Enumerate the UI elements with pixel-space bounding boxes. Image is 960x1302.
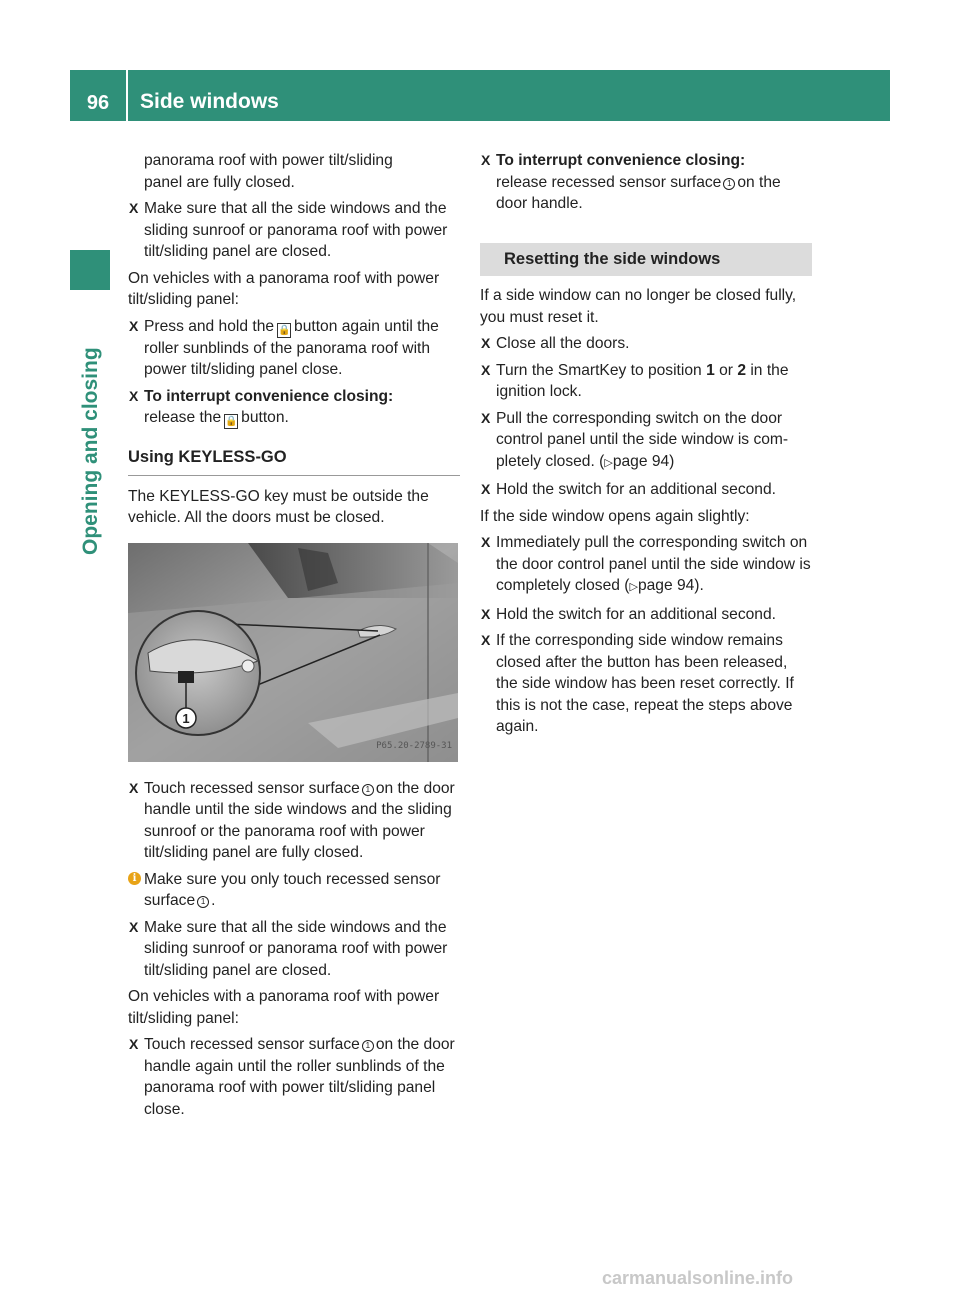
instruction-step bbox=[480, 408, 812, 475]
door-handle-illustration bbox=[128, 543, 458, 762]
step-title: To interrupt convenience closing: bbox=[144, 387, 394, 405]
info-text: Make sure you only touch recessed sensor surface bbox=[144, 870, 441, 909]
door-handle-photo-icon bbox=[128, 543, 458, 762]
step-arrow-icon: X bbox=[481, 605, 491, 622]
step-arrow-icon: X bbox=[481, 409, 491, 426]
step-arrow-icon: X bbox=[481, 632, 491, 648]
step-text: Turn the SmartKey to position bbox=[496, 361, 702, 379]
instruction-step bbox=[480, 150, 812, 172]
step-arrow-icon: X bbox=[129, 317, 139, 334]
key-position-2: 2 bbox=[737, 361, 746, 379]
step-detail bbox=[128, 407, 460, 429]
chapter-label: Opening and closing bbox=[79, 347, 102, 555]
header-divider bbox=[126, 70, 128, 121]
instruction-step bbox=[480, 630, 812, 738]
step-text: Hold the switch for an additional second. bbox=[496, 481, 776, 498]
info-icon: i bbox=[128, 872, 141, 885]
step-arrow-icon: X bbox=[481, 152, 491, 168]
callout-1-icon: 1 bbox=[362, 1040, 374, 1052]
paragraph: If the side window opens again slightly: bbox=[480, 507, 750, 525]
page-reference-icon: ▷ bbox=[604, 456, 613, 469]
intro-cont-line-1: panorama roof with power tilt/sliding bbox=[144, 152, 393, 169]
step-arrow-icon: X bbox=[481, 335, 491, 351]
instruction-step bbox=[480, 360, 812, 403]
step-arrow-icon: X bbox=[129, 200, 139, 216]
step-text: in the ignition lock. bbox=[496, 361, 789, 400]
figure-code: P65.20-2789-31 bbox=[376, 741, 452, 751]
step-text: Touch recessed sensor surface bbox=[144, 1036, 360, 1053]
step-text: Immediately pull the corresponding switch on the door control panel until the side window is completely closed ( bbox=[496, 534, 811, 594]
lock-key-icon: 🔒 bbox=[278, 324, 291, 336]
step-text: Make sure that all the side windows and the sliding sunroof or panorama roof with power tilt/sliding panel are closed. bbox=[144, 200, 448, 260]
paragraph: On vehicles with a panorama roof with power tilt/sliding panel: bbox=[128, 988, 440, 1027]
instruction-step bbox=[480, 479, 812, 501]
step-text: on the door handle until the side windows and the sliding sunroof or the panorama roof with power tilt/sliding panel are fully closed. bbox=[144, 779, 455, 861]
page-reference-link[interactable]: page 94) bbox=[612, 452, 675, 470]
step-arrow-icon: X bbox=[481, 361, 491, 378]
intro-cont-line-2: panel are fully closed. bbox=[144, 173, 295, 191]
callout-number: 1 bbox=[182, 710, 190, 726]
instruction-step bbox=[480, 532, 812, 599]
step-arrow-icon: X bbox=[129, 387, 139, 404]
step-detail bbox=[480, 172, 812, 215]
section-heading: Resetting the side windows bbox=[480, 243, 812, 277]
step-text: on the door handle. bbox=[496, 173, 781, 212]
key-position-1: 1 bbox=[706, 361, 715, 379]
step-text: release recessed sensor surface bbox=[496, 173, 722, 191]
step-text: button. bbox=[241, 409, 289, 426]
section-heading: Using KEYLESS-GO bbox=[128, 447, 460, 476]
page-number: 96 bbox=[86, 92, 110, 114]
instruction-step bbox=[128, 316, 460, 381]
step-text: on the door handle again until the roller sunblinds of the panorama roof with power tilt/sliding panel close. bbox=[144, 1036, 455, 1118]
step-arrow-icon: X bbox=[129, 1036, 139, 1052]
instruction-step bbox=[480, 604, 812, 626]
instruction-step bbox=[128, 917, 460, 982]
step-arrow-icon: X bbox=[129, 779, 139, 796]
step-arrow-icon: X bbox=[129, 918, 139, 935]
step-arrow-icon: X bbox=[481, 481, 491, 497]
step-text: release the bbox=[144, 409, 222, 426]
page-reference-link[interactable]: page 94). bbox=[637, 577, 704, 594]
info-text: . bbox=[211, 892, 216, 909]
callout-1-icon: 1 bbox=[362, 784, 374, 796]
step-text: Press and hold the bbox=[144, 317, 275, 335]
step-text: button again until the roller sunblinds of the panorama roof with power tilt/sliding panel close. bbox=[144, 317, 439, 378]
left-column bbox=[128, 150, 460, 1125]
page-reference-icon: ▷ bbox=[629, 581, 638, 593]
watermark: carmanualsonline.info bbox=[602, 1268, 794, 1288]
callout-1-icon: 1 bbox=[197, 896, 209, 908]
instruction-step bbox=[128, 778, 460, 864]
right-column bbox=[480, 150, 812, 743]
step-text: Touch recessed sensor surface bbox=[144, 779, 360, 797]
instruction-step bbox=[128, 386, 460, 408]
instruction-step bbox=[128, 1034, 460, 1120]
callout-1-icon: 1 bbox=[723, 178, 735, 190]
paragraph: If a side window can no longer be closed fully, you must reset it. bbox=[480, 287, 797, 326]
paragraph: The KEYLESS-GO key must be outside the vehicle. All the doors must be closed. bbox=[128, 487, 429, 526]
info-note bbox=[128, 869, 460, 912]
step-text: Pull the corresponding switch on the door control panel until the side window is completely closed. ( bbox=[496, 409, 789, 470]
step-text: If the corresponding side window remains closed after the button has been released, the side window has been reset correctly. If this is not the case, repeat the steps above again. bbox=[496, 632, 794, 735]
step-text: or bbox=[719, 361, 733, 379]
step-text: Hold the switch for an additional second. bbox=[496, 605, 776, 623]
paragraph: On vehicles with a panorama roof with power tilt/sliding panel: bbox=[128, 269, 440, 308]
instruction-step bbox=[128, 198, 460, 263]
step-title: To interrupt convenience closing: bbox=[496, 152, 746, 169]
step-text: Close all the doors. bbox=[496, 335, 630, 352]
step-arrow-icon: X bbox=[481, 534, 491, 550]
instruction-step bbox=[480, 333, 812, 355]
step-text: Make sure that all the side windows and the sliding sunroof or panorama roof with power tilt/sliding panel are closed. bbox=[144, 918, 448, 979]
lock-key-icon: 🔒 bbox=[225, 416, 238, 427]
page-title: Side windows bbox=[140, 90, 279, 113]
